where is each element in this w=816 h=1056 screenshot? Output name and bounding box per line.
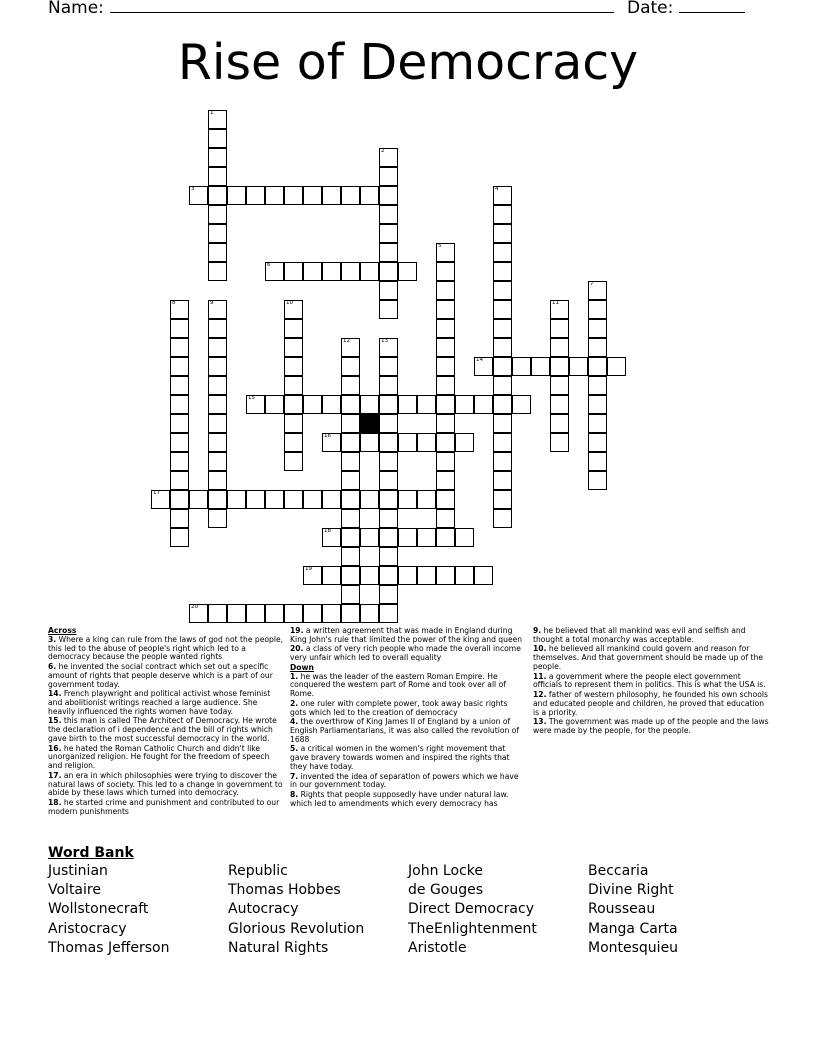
word-bank-item: Beccaria xyxy=(588,863,649,879)
cell-number: 16 xyxy=(324,433,331,439)
grid-cell[interactable] xyxy=(379,528,398,547)
grid-cell[interactable] xyxy=(512,395,531,414)
clue-across-6: 6. he invented the social contract which set out a specific amount of rights that people deserve which is a part of our government today. xyxy=(48,661,273,689)
grid-cell[interactable] xyxy=(379,490,398,509)
grid-cell[interactable] xyxy=(474,566,493,585)
grid-cell[interactable] xyxy=(303,604,322,623)
grid-cell[interactable] xyxy=(322,604,341,623)
grid-cell[interactable] xyxy=(208,224,227,243)
grid-cell[interactable] xyxy=(208,490,227,509)
grid-cell[interactable] xyxy=(208,433,227,452)
date-line[interactable] xyxy=(679,0,745,13)
grid-cell[interactable] xyxy=(588,376,607,395)
name-line[interactable] xyxy=(110,0,614,13)
cell-number: 7 xyxy=(590,281,594,287)
grid-cell[interactable] xyxy=(227,490,246,509)
grid-cell[interactable] xyxy=(550,338,569,357)
grid-cell[interactable] xyxy=(379,148,398,167)
grid-cell[interactable] xyxy=(379,395,398,414)
word-bank-item: Thomas Hobbes xyxy=(228,882,341,899)
grid-cell[interactable] xyxy=(550,376,569,395)
grid-cell[interactable] xyxy=(436,566,455,585)
grid-cell[interactable] xyxy=(341,452,360,471)
grid-cell[interactable] xyxy=(588,452,607,471)
grid-cell[interactable] xyxy=(550,357,569,376)
grid-cell[interactable] xyxy=(550,433,569,452)
grid-cell[interactable] xyxy=(284,395,303,414)
grid-cell[interactable] xyxy=(170,357,189,376)
grid-cell[interactable] xyxy=(588,281,607,300)
grid-cell[interactable] xyxy=(493,243,512,262)
clue-down-10: 10. he believed all mankind could govern and reason for themselves. And that government should be made up of the people. xyxy=(533,644,764,671)
grid-cell[interactable] xyxy=(227,186,246,205)
cell-number: 5 xyxy=(438,243,442,249)
grid-cell[interactable] xyxy=(493,471,512,490)
grid-cell[interactable] xyxy=(550,319,569,338)
grid-cell[interactable] xyxy=(455,566,474,585)
grid-cell[interactable] xyxy=(436,528,455,547)
cell-number: 13 xyxy=(381,338,388,344)
grid-cell[interactable] xyxy=(436,414,455,433)
grid-cell[interactable] xyxy=(379,585,398,604)
word-bank-item: Natural Rights xyxy=(228,939,329,956)
grid-cell[interactable] xyxy=(379,205,398,224)
grid-cell[interactable] xyxy=(588,357,607,376)
grid-cell[interactable] xyxy=(170,395,189,414)
grid-cell[interactable] xyxy=(493,433,512,452)
grid-cell[interactable] xyxy=(284,357,303,376)
grid-cell[interactable] xyxy=(170,433,189,452)
grid-cell[interactable] xyxy=(265,395,284,414)
grid-cell[interactable] xyxy=(436,452,455,471)
cell-number: 18 xyxy=(324,528,331,534)
date-label: Date: xyxy=(627,0,674,18)
grid-cell[interactable] xyxy=(493,300,512,319)
grid-cell[interactable] xyxy=(379,471,398,490)
grid-cell[interactable] xyxy=(322,262,341,281)
grid-cell[interactable] xyxy=(208,167,227,186)
grid-cell[interactable] xyxy=(170,528,189,547)
grid-cell[interactable] xyxy=(607,357,626,376)
grid-cell[interactable] xyxy=(493,186,512,205)
grid-cell[interactable] xyxy=(322,490,341,509)
grid-cell[interactable] xyxy=(341,604,360,623)
grid-cell[interactable] xyxy=(265,490,284,509)
clue-down-7: 7. invented the idea of separation of powers which we have in our government today. xyxy=(290,771,519,790)
grid-cell[interactable] xyxy=(170,319,189,338)
grid-cell[interactable] xyxy=(341,585,360,604)
grid-cell[interactable] xyxy=(341,376,360,395)
grid-cell[interactable] xyxy=(436,490,455,509)
grid-cell[interactable] xyxy=(512,357,531,376)
grid-cell[interactable] xyxy=(208,452,227,471)
grid-cell[interactable] xyxy=(227,604,246,623)
grid-cell[interactable] xyxy=(588,319,607,338)
grid-cell[interactable] xyxy=(436,300,455,319)
grid-cell[interactable] xyxy=(588,471,607,490)
grid-cell[interactable] xyxy=(360,528,379,547)
grid-cell[interactable] xyxy=(284,376,303,395)
grid-cell[interactable] xyxy=(360,186,379,205)
grid-cell[interactable] xyxy=(417,395,436,414)
grid-cell[interactable] xyxy=(436,376,455,395)
grid-cell[interactable] xyxy=(322,566,341,585)
grid-cell[interactable] xyxy=(436,262,455,281)
grid-cell[interactable] xyxy=(246,186,265,205)
grid-cell[interactable] xyxy=(379,414,398,433)
word-bank-item: Divine Right xyxy=(588,882,674,899)
word-bank-item: Montesquieu xyxy=(588,939,679,956)
grid-cell[interactable] xyxy=(588,395,607,414)
cell-number: 9 xyxy=(210,300,214,306)
grid-cell[interactable] xyxy=(170,509,189,528)
grid-cell[interactable] xyxy=(170,471,189,490)
grid-cell[interactable] xyxy=(284,319,303,338)
grid-cell[interactable] xyxy=(208,110,227,129)
grid-cell[interactable] xyxy=(189,186,208,205)
grid-cell[interactable] xyxy=(379,167,398,186)
grid-cell[interactable] xyxy=(588,414,607,433)
clue-down-2: 2. one ruler with complete power, took away basic rights gots which led to the creation of democracy xyxy=(290,698,508,717)
cell-number: 1 xyxy=(210,110,214,116)
grid-cell[interactable] xyxy=(379,243,398,262)
grid-cell[interactable] xyxy=(303,490,322,509)
grid-cell[interactable] xyxy=(265,262,284,281)
grid-cell[interactable] xyxy=(284,338,303,357)
clue-across-14: 14. French playwright and political activist whose feminist and abolitionist writings reached a large audience. She heavily influenced the rights women have today. xyxy=(48,689,271,716)
clue-across-19: 19. a written agreement that was made in England during King John's rule that limited the power of the king and queen xyxy=(290,626,523,644)
grid-cell[interactable] xyxy=(417,566,436,585)
clue-down-13: 13. The government was made up of the people and the laws were made by the people, for the people. xyxy=(533,717,769,735)
cell-number: 4 xyxy=(495,186,499,192)
word-bank-item: John Locke xyxy=(408,863,483,879)
clue-across-20: 20. a class of very rich people who made the overall income very unfair which led to overall equality xyxy=(290,644,521,663)
word-bank-item: Aristocracy xyxy=(48,920,127,937)
grid-cell[interactable] xyxy=(208,300,227,319)
grid-cell[interactable] xyxy=(436,338,455,357)
word-bank-item: Republic xyxy=(228,863,288,879)
name-field xyxy=(48,0,614,18)
grid-cell[interactable] xyxy=(379,300,398,319)
grid-cell[interactable] xyxy=(208,319,227,338)
grid-cell[interactable] xyxy=(493,376,512,395)
grid-cell[interactable] xyxy=(436,281,455,300)
grid-cell[interactable] xyxy=(493,452,512,471)
word-bank-item: Voltaire xyxy=(48,882,101,899)
cell-number: 8 xyxy=(172,300,176,306)
grid-cell[interactable] xyxy=(284,452,303,471)
grid-cell[interactable] xyxy=(341,547,360,566)
grid-cell[interactable] xyxy=(208,243,227,262)
grid-cell[interactable] xyxy=(493,395,512,414)
grid-cell[interactable] xyxy=(170,452,189,471)
down-heading: Down xyxy=(290,662,314,672)
grid-cell[interactable] xyxy=(341,186,360,205)
grid-cell[interactable] xyxy=(341,357,360,376)
grid-cell[interactable] xyxy=(360,604,379,623)
grid-cell[interactable] xyxy=(170,338,189,357)
grid-cell[interactable] xyxy=(455,528,474,547)
grid-cell[interactable] xyxy=(493,414,512,433)
grid-cell[interactable] xyxy=(360,395,379,414)
grid-cell[interactable] xyxy=(379,547,398,566)
grid-cell[interactable] xyxy=(360,566,379,585)
grid-cell[interactable] xyxy=(493,338,512,357)
grid-cell[interactable] xyxy=(493,490,512,509)
grid-cell[interactable] xyxy=(417,528,436,547)
word-bank-column-1 xyxy=(48,862,169,958)
grid-cell[interactable] xyxy=(360,490,379,509)
grid-cell[interactable] xyxy=(151,490,170,509)
grid-cell[interactable] xyxy=(170,376,189,395)
grid-cell[interactable] xyxy=(436,433,455,452)
grid-cell[interactable] xyxy=(265,604,284,623)
grid-cell[interactable] xyxy=(322,528,341,547)
grid-cell[interactable] xyxy=(379,509,398,528)
clue-down-11: 11. a government where the people elect government officials to represent them in politics. This is what the USA is. xyxy=(533,671,766,690)
grid-cell[interactable] xyxy=(341,528,360,547)
grid-cell[interactable] xyxy=(474,395,493,414)
grid-cell[interactable] xyxy=(341,338,360,357)
name-label: Name: xyxy=(48,0,104,18)
grid-cell[interactable] xyxy=(208,509,227,528)
grid-cell[interactable] xyxy=(493,262,512,281)
grid-cell[interactable] xyxy=(398,395,417,414)
grid-cell[interactable] xyxy=(208,395,227,414)
grid-cell[interactable] xyxy=(379,224,398,243)
grid-cell[interactable] xyxy=(588,433,607,452)
shaded-cell xyxy=(360,414,379,433)
cell-number: 11 xyxy=(552,300,559,306)
grid-cell[interactable] xyxy=(208,471,227,490)
grid-cell[interactable] xyxy=(436,509,455,528)
grid-cell[interactable] xyxy=(341,509,360,528)
grid-cell[interactable] xyxy=(170,490,189,509)
word-bank-item: de Gouges xyxy=(408,882,484,899)
grid-cell[interactable] xyxy=(208,262,227,281)
grid-cell[interactable] xyxy=(398,528,417,547)
grid-cell[interactable] xyxy=(531,357,550,376)
grid-cell[interactable] xyxy=(417,490,436,509)
cell-number: 3 xyxy=(191,186,195,192)
cell-number: 6 xyxy=(267,262,271,268)
grid-cell[interactable] xyxy=(360,433,379,452)
grid-cell[interactable] xyxy=(379,281,398,300)
grid-cell[interactable] xyxy=(455,395,474,414)
word-bank-item: TheEnlightenment xyxy=(408,920,537,937)
grid-cell[interactable] xyxy=(436,395,455,414)
grid-cell[interactable] xyxy=(265,186,284,205)
grid-cell[interactable] xyxy=(189,604,208,623)
cell-number: 15 xyxy=(248,395,255,401)
grid-cell[interactable] xyxy=(341,566,360,585)
grid-cell[interactable] xyxy=(341,490,360,509)
grid-cell[interactable] xyxy=(550,300,569,319)
grid-cell[interactable] xyxy=(208,205,227,224)
grid-cell[interactable] xyxy=(246,395,265,414)
word-bank-item: Aristotle xyxy=(408,939,467,956)
grid-cell[interactable] xyxy=(569,357,588,376)
clue-down-4: 4. the overthrow of King James II of England by a union of English Parliamentarians, it was also called the revolution of 1688 xyxy=(290,717,520,744)
cell-number: 20 xyxy=(191,604,198,610)
date-field xyxy=(627,0,745,18)
clue-down-5: 5. a critical women in the women's right movement that gave bravery towards women and inspired the rights that they have today. xyxy=(290,744,510,771)
grid-cell[interactable] xyxy=(341,395,360,414)
clues-column-3 xyxy=(533,627,769,737)
grid-cell[interactable] xyxy=(379,357,398,376)
grid-cell[interactable] xyxy=(322,186,341,205)
grid-cell[interactable] xyxy=(379,566,398,585)
word-bank-item: Direct Democracy xyxy=(408,901,534,918)
grid-cell[interactable] xyxy=(493,224,512,243)
grid-cell[interactable] xyxy=(189,490,208,509)
grid-cell[interactable] xyxy=(379,376,398,395)
word-bank-title: Word Bank xyxy=(48,845,134,861)
grid-cell[interactable] xyxy=(379,186,398,205)
grid-cell[interactable] xyxy=(341,262,360,281)
grid-cell[interactable] xyxy=(284,490,303,509)
grid-cell[interactable] xyxy=(341,433,360,452)
cell-number: 19 xyxy=(305,566,312,572)
grid-cell[interactable] xyxy=(303,566,322,585)
word-bank-item: Glorious Revolution xyxy=(228,920,365,937)
clue-across-15: 15. this man is called The Architect of Democracy. He wrote the declaration of i dependence and the bill of rights which gave birth to the most successful democracy in the world. xyxy=(48,716,277,743)
grid-cell[interactable] xyxy=(208,357,227,376)
grid-cell[interactable] xyxy=(303,186,322,205)
grid-cell[interactable] xyxy=(379,262,398,281)
grid-cell[interactable] xyxy=(493,357,512,376)
grid-cell[interactable] xyxy=(379,338,398,357)
grid-cell[interactable] xyxy=(360,262,379,281)
word-bank-item: Justinian xyxy=(48,863,108,879)
grid-cell[interactable] xyxy=(208,338,227,357)
grid-cell[interactable] xyxy=(208,604,227,623)
grid-cell[interactable] xyxy=(493,509,512,528)
grid-cell[interactable] xyxy=(208,186,227,205)
grid-cell[interactable] xyxy=(246,604,265,623)
clue-down-12: 12. father of western philosophy, he founded his own schools and educated people and children, he proved that education is a priority. xyxy=(533,689,768,717)
grid-cell[interactable] xyxy=(284,186,303,205)
cell-number: 10 xyxy=(286,300,293,306)
grid-cell[interactable] xyxy=(398,433,417,452)
grid-cell[interactable] xyxy=(246,490,265,509)
word-bank-column-4 xyxy=(588,862,678,958)
grid-cell[interactable] xyxy=(379,604,398,623)
grid-cell[interactable] xyxy=(284,604,303,623)
grid-cell[interactable] xyxy=(436,319,455,338)
clues-column-2 xyxy=(290,627,526,809)
grid-cell[interactable] xyxy=(436,471,455,490)
clue-across-3: 3. Where a king can rule from the laws of god not the people, this led to the abuse of people's right which led to a democracy because the people wanted rights xyxy=(48,634,284,662)
grid-cell[interactable] xyxy=(398,262,417,281)
grid-cell[interactable] xyxy=(208,129,227,148)
grid-cell[interactable] xyxy=(436,357,455,376)
cell-number: 14 xyxy=(476,357,483,363)
grid-cell[interactable] xyxy=(588,300,607,319)
grid-cell[interactable] xyxy=(398,490,417,509)
grid-cell[interactable] xyxy=(379,452,398,471)
word-bank-item: Thomas Jefferson xyxy=(48,939,170,956)
page-title: Rise of Democracy xyxy=(177,34,639,91)
grid-cell[interactable] xyxy=(208,376,227,395)
clue-across-16: 16. he hated the Roman Catholic Church and didn't like unorganized religion. He fought for the freedom of speech and religion. xyxy=(48,743,270,771)
grid-cell[interactable] xyxy=(417,433,436,452)
grid-cell[interactable] xyxy=(341,471,360,490)
grid-cell[interactable] xyxy=(379,433,398,452)
grid-cell[interactable] xyxy=(493,281,512,300)
grid-cell[interactable] xyxy=(341,414,360,433)
grid-cell[interactable] xyxy=(208,414,227,433)
grid-cell[interactable] xyxy=(170,300,189,319)
grid-cell[interactable] xyxy=(474,357,493,376)
clue-down-8: 8. Rights that people supposedly have under natural law. which led to amendments which every democracy has xyxy=(290,789,509,808)
word-bank-item: Manga Carta xyxy=(588,920,678,937)
grid-cell[interactable] xyxy=(170,414,189,433)
clue-down-1: 1. he was the leader of the eastern Roman Empire. He conquered the western part of Rome and took over all of Rome. xyxy=(290,671,506,699)
word-bank-column-3 xyxy=(408,862,537,958)
grid-cell[interactable] xyxy=(303,395,322,414)
cell-number: 12 xyxy=(343,338,350,344)
grid-cell[interactable] xyxy=(550,414,569,433)
clue-down-9: 9. he believed that all mankind was evil and selfish and thought a total monarchy was acceptable. xyxy=(533,626,746,644)
across-heading: Across xyxy=(48,626,77,635)
grid-cell[interactable] xyxy=(493,205,512,224)
grid-cell[interactable] xyxy=(550,395,569,414)
grid-cell[interactable] xyxy=(208,148,227,167)
clue-across-17: 17. an era in which philosophies were trying to discover the natural laws of society. This led to a change in government to abide by these laws which turned into democracy. xyxy=(48,770,283,798)
grid-cell[interactable] xyxy=(493,319,512,338)
word-bank-item: Autocracy xyxy=(228,901,299,918)
grid-cell[interactable] xyxy=(284,414,303,433)
grid-cell[interactable] xyxy=(322,395,341,414)
word-bank-column-2 xyxy=(228,862,364,958)
grid-cell[interactable] xyxy=(303,262,322,281)
word-bank-item: Rousseau xyxy=(588,901,656,918)
grid-cell[interactable] xyxy=(436,243,455,262)
grid-cell[interactable] xyxy=(588,338,607,357)
grid-cell[interactable] xyxy=(455,433,474,452)
grid-cell[interactable] xyxy=(398,566,417,585)
grid-cell[interactable] xyxy=(322,433,341,452)
grid-cell[interactable] xyxy=(284,433,303,452)
word-bank-item: Wollstonecraft xyxy=(48,901,149,918)
cell-number: 2 xyxy=(381,148,385,154)
clues-column-1 xyxy=(48,627,284,817)
cell-number: 17 xyxy=(153,490,160,496)
clue-across-18: 18. he started crime and punishment and contributed to our modern punishments xyxy=(48,797,280,816)
grid-cell[interactable] xyxy=(284,262,303,281)
grid-cell[interactable] xyxy=(284,300,303,319)
